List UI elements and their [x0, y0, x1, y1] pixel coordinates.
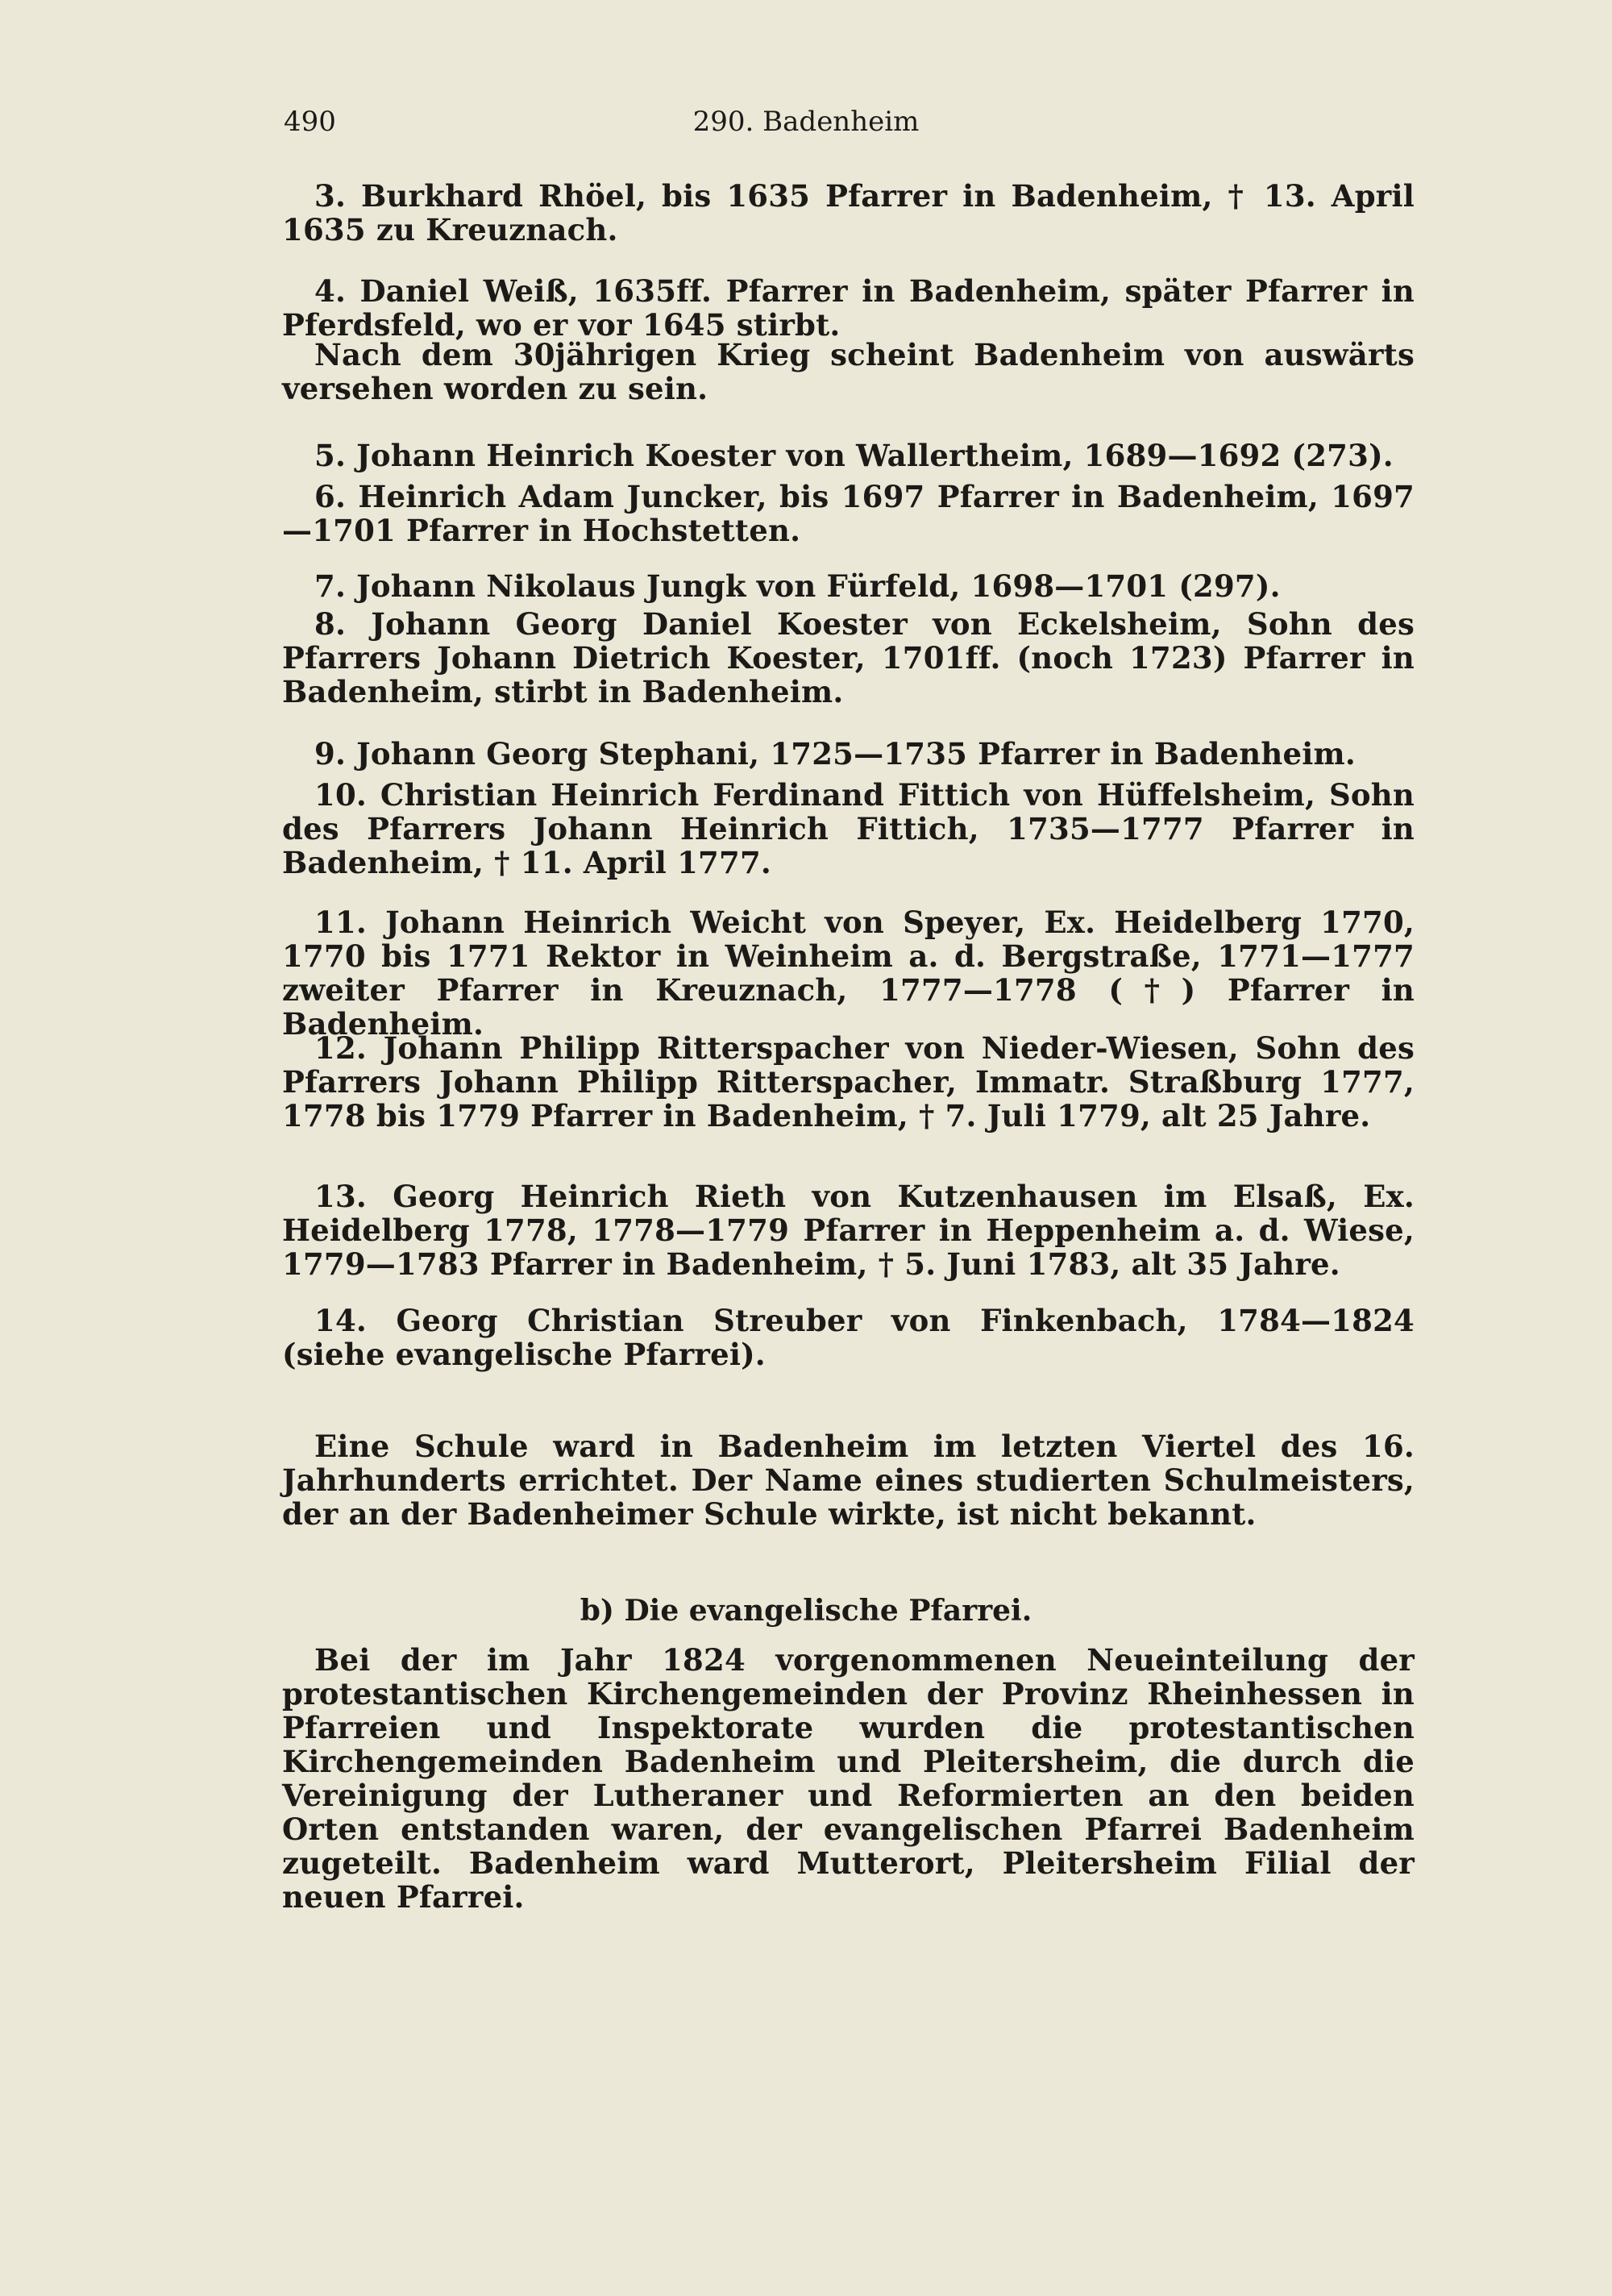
paragraph-item-14: 14. Georg Christian Streuber von Finkenbach, 1784—1824 (siehe evangelische Pfarrei). [282, 1303, 1415, 1372]
paragraph-school: Eine Schule ward in Badenheim im letzten Viertel des 16. Jahrhunderts errichtet. Der Name eines studierten Schulmeisters, der an der Badenheimer Schule wirkte, ist nicht bekannt. [282, 1429, 1415, 1532]
paragraph-item-11: 11. Johann Heinrich Weicht von Speyer, Ex. Heidelberg 1770, 1770 bis 1771 Rektor in Weinheim a. d. Bergstraße, 1771—1777 zweiter Pfarrer in Kreuznach, 1777—1778 (†) Pfarrer in Badenheim. [282, 905, 1415, 1042]
paragraph-item-10: 10. Christian Heinrich Ferdinand Fittich von Hüffelsheim, Sohn des Pfarrers Johann Heinrich Fittich, 1735—1777 Pfarrer in Badenheim, † 11. April 1777. [282, 777, 1415, 880]
paragraph-item-12: 12. Johann Philipp Ritterspacher von Nieder-Wiesen, Sohn des Pfarrers Johann Philipp Ritterspacher, Immatr. Straßburg 1777, 1778 bis 1779 Pfarrer in Badenheim, † 7. Juli 1779, alt 25 Jahre. [282, 1030, 1415, 1133]
page-number: 490 [284, 106, 336, 138]
paragraph-item-6: 6. Heinrich Adam Juncker, bis 1697 Pfarrer in Badenheim, 1697—1701 Pfarrer in Hochstetten. [282, 479, 1415, 548]
paragraph-after-war: Nach dem 30jährigen Krieg scheint Badenheim von auswärts versehen worden zu sein. [282, 337, 1415, 406]
paragraph-item-8: 8. Johann Georg Daniel Koester von Eckelsheim, Sohn des Pfarrers Johann Dietrich Koester, 1701ff. (noch 1723) Pfarrer in Badenheim, stirbt in Badenheim. [282, 606, 1415, 709]
running-title: 290. Badenheim [692, 106, 920, 138]
paragraph-item-9: 9. Johann Georg Stephani, 1725—1735 Pfarrer in Badenheim. [314, 736, 1356, 772]
paragraph-evangelical-parish: Bei der im Jahr 1824 vorgenommenen Neueinteilung der protestantischen Kirchengemeinden der Provinz Rheinhessen in Pfarreien und Inspektorate wurden die protestantischen Kirchengemeinden Badenheim und Pleitersheim, die durch die Vereinigung der Lutheraner und Reformierten an den beiden Orten entstanden waren, der evangelischen Pfarrei Badenheim zugeteilt. Badenheim ward Mutterort, Pleitersheim Filial der neuen Pfarrei. [282, 1642, 1415, 1915]
paragraph-item-3: 3. Burkhard Rhöel, bis 1635 Pfarrer in Badenheim, † 13. April 1635 zu Kreuznach. [282, 178, 1415, 247]
paragraph-item-13: 13. Georg Heinrich Rieth von Kutzenhausen im Elsaß, Ex. Heidelberg 1778, 1778—1779 Pfarrer in Heppenheim a. d. Wiese, 1779—1783 Pfarrer in Badenheim, † 5. Juni 1783, alt 35 Jahre. [282, 1179, 1415, 1282]
paragraph-item-5: 5. Johann Heinrich Koester von Wallertheim, 1689—1692 (273). [314, 438, 1394, 473]
paragraph-item-4: 4. Daniel Weiß, 1635ff. Pfarrer in Badenheim, später Pfarrer in Pferdsfeld, wo er vor 1645 stirbt. [282, 273, 1415, 343]
paragraph-item-7: 7. Johann Nikolaus Jungk von Fürfeld, 1698—1701 (297). [314, 568, 1281, 604]
section-heading: b) Die evangelische Pfarrei. [580, 1594, 1032, 1628]
